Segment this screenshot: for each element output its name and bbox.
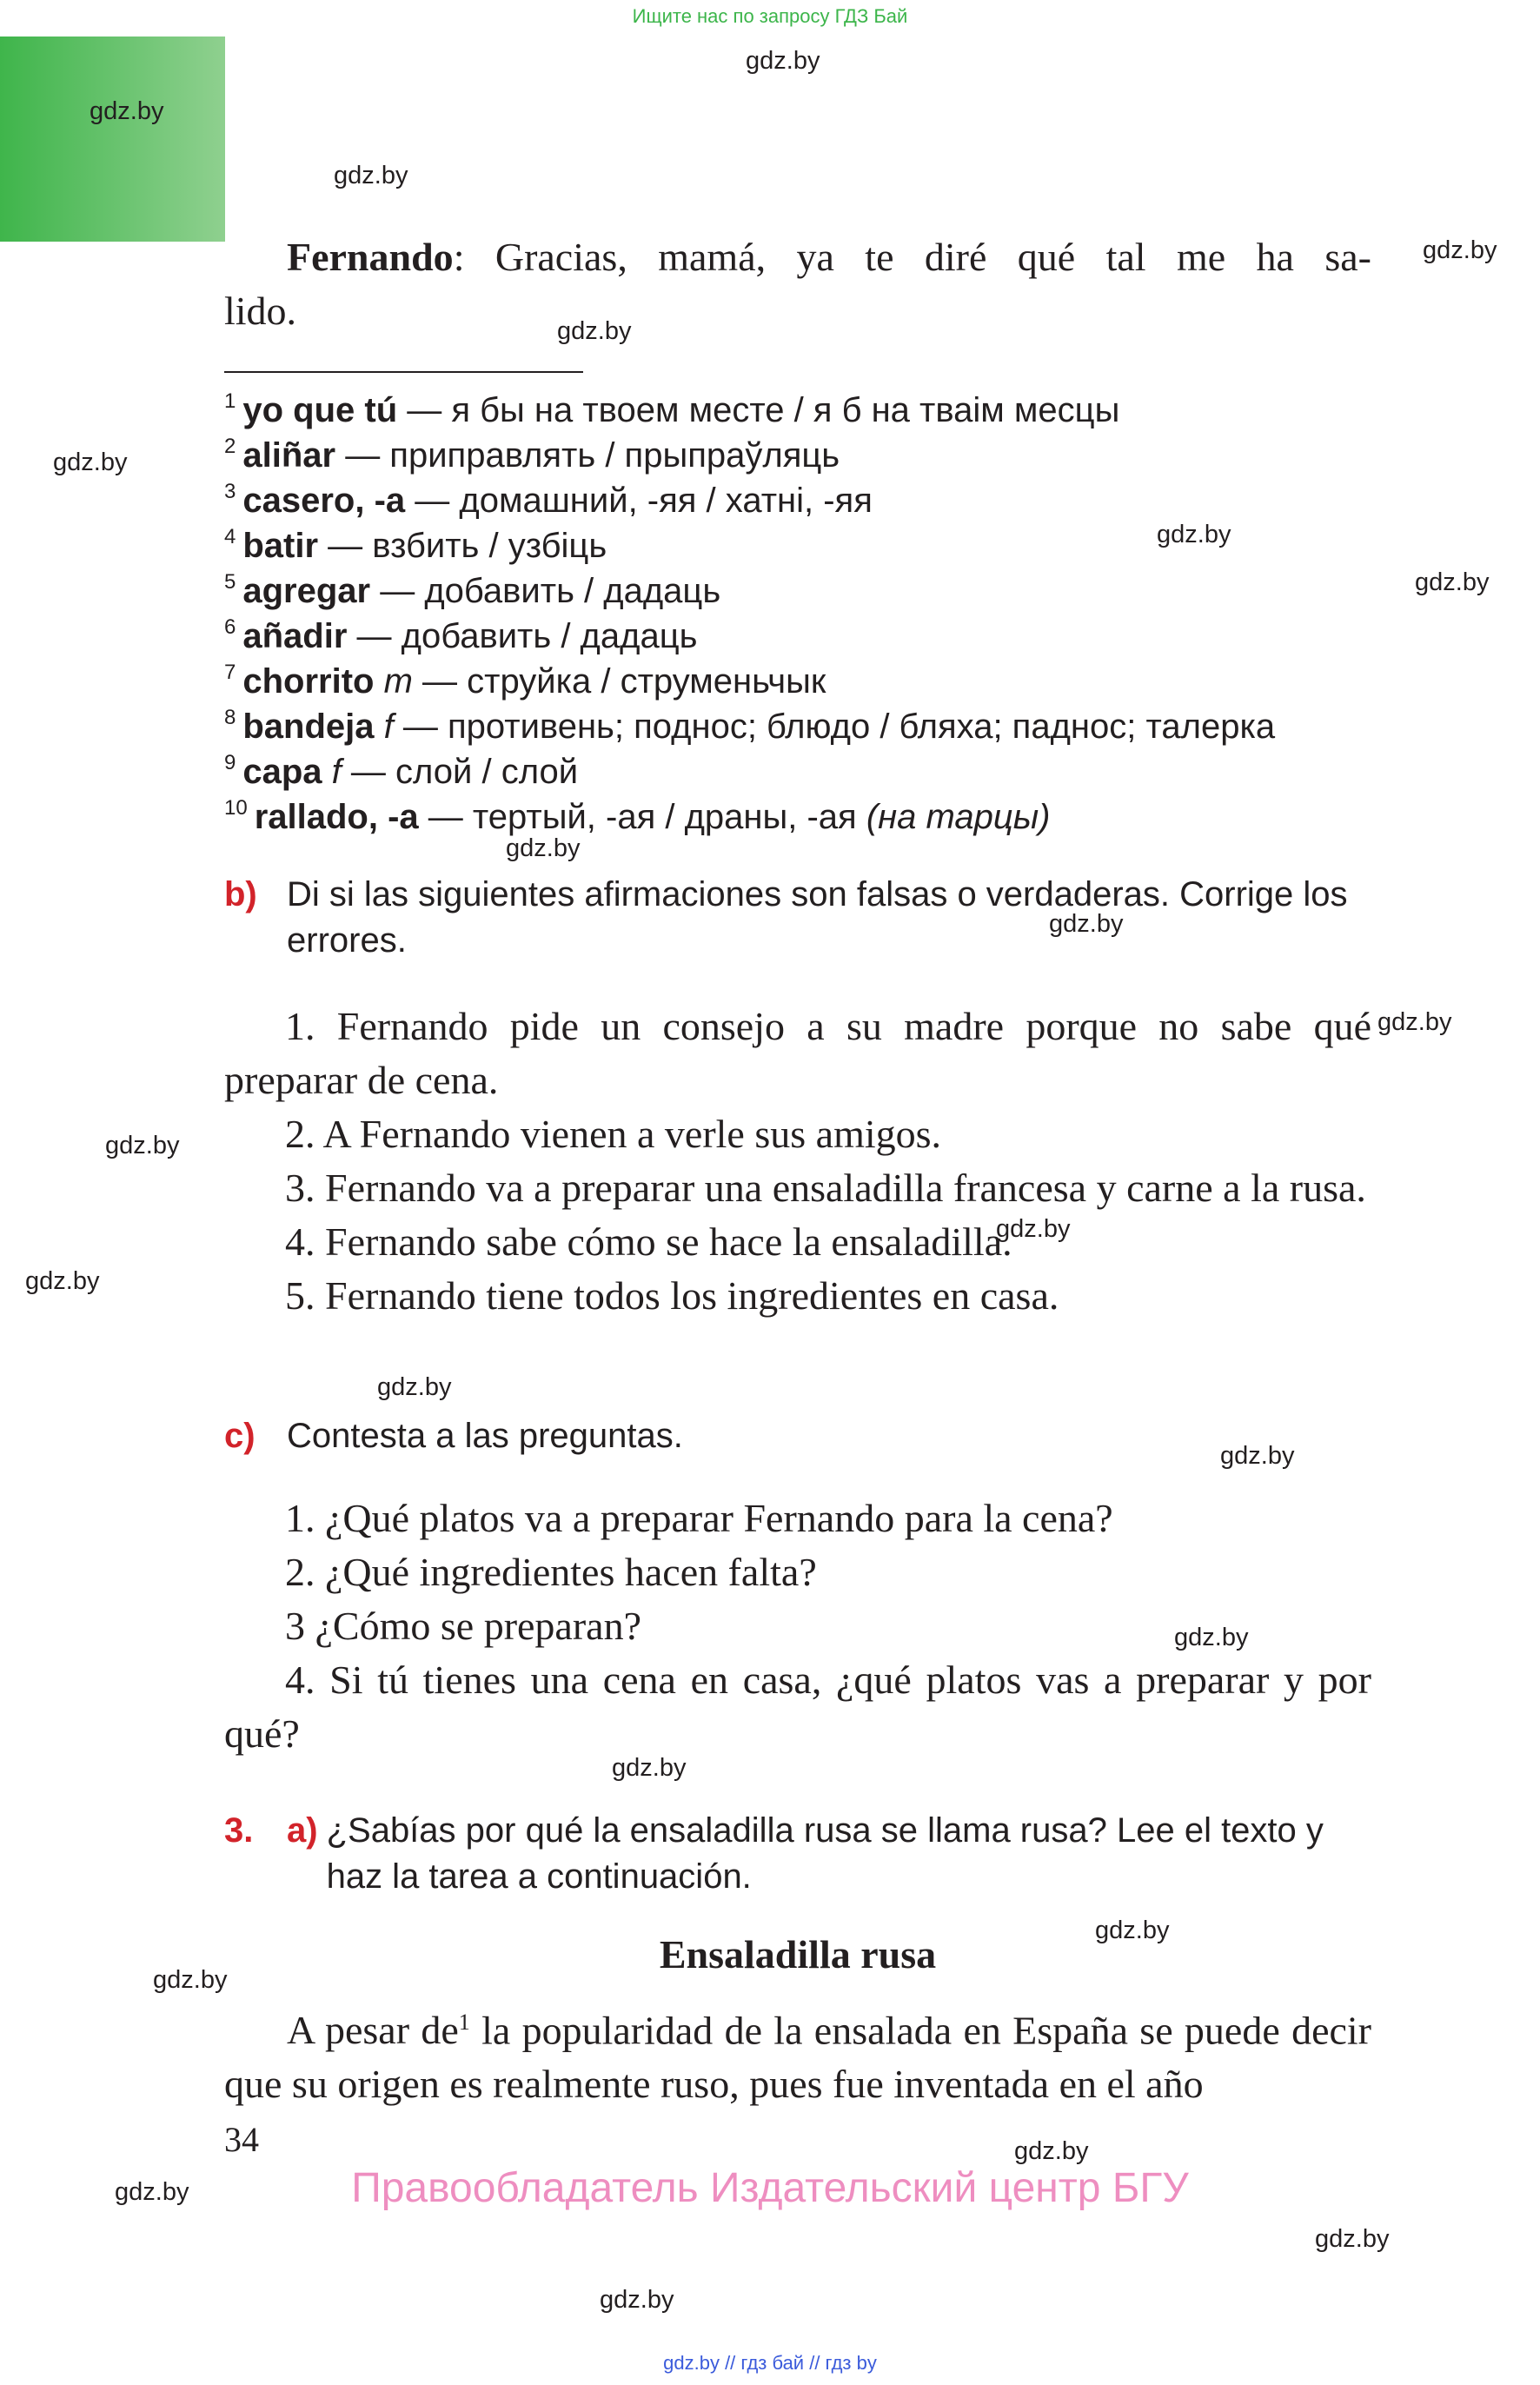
watermark: gdz.by	[1377, 1008, 1452, 1036]
footnote-item: $^7$ chorrito m — струйка / струменьчык	[224, 661, 826, 701]
task-c-questions	[224, 1491, 1371, 1761]
watermark: gdz.by	[996, 1215, 1071, 1243]
reading-title: Ensaladilla rusa	[659, 1932, 937, 1976]
watermark: gdz.by	[377, 1373, 452, 1401]
watermark: gdz.by	[90, 97, 164, 125]
statement-item: 3. Fernando va a preparar una ensaladilla francesa y carne a la rusa.	[285, 1166, 1366, 1210]
statement-item: 4. Fernando sabe cómo se hace la ensaladilla.	[285, 1219, 1012, 1264]
watermark: gdz.by	[1049, 910, 1124, 938]
task-3-label: a)	[287, 1811, 318, 1850]
page-number: 34	[224, 2120, 259, 2159]
footnote-list	[224, 379, 1371, 836]
task-b-instruction: Di si las siguientes afirmaciones son falsas o verdaderas. Corrige los errores.	[287, 875, 1348, 960]
task-3-number: 3.	[224, 1811, 254, 1850]
bottom-links[interactable]: gdz.by // гдз бай // гдз by	[663, 2352, 877, 2374]
question-item: 2. ¿Qué ingredientes hacen falta?	[285, 1550, 817, 1594]
footnote-item: $^3$ casero, -a — домашний, -яя / хатні, -яя	[224, 480, 873, 520]
reading-paragraph	[224, 1996, 1371, 2111]
footnote-item: $^9$ capa f — слой / слой	[224, 751, 579, 791]
footnote-item: $^2$ aliñar — приправлять / прыпраўляць	[224, 435, 840, 475]
watermark: gdz.by	[600, 2286, 674, 2314]
top-banner[interactable]: Ищите нас по запросу ГДЗ Бай	[632, 5, 908, 27]
dialogue-text-cont: lido.	[224, 289, 297, 333]
watermark: gdz.by	[105, 1132, 180, 1159]
task-c	[224, 1413, 1371, 1459]
watermark: gdz.by	[25, 1267, 100, 1295]
footnote-item: $^{10}$ rallado, -a — тертый, -ая / драны, -ая (на тарцы)	[224, 796, 1051, 836]
watermark: gdz.by	[334, 162, 408, 189]
watermark: gdz.by	[1415, 568, 1490, 596]
task-c-instruction: Contesta a las preguntas.	[287, 1417, 683, 1455]
question-item: 1. ¿Qué platos va a preparar Fernando para la cena?	[285, 1496, 1113, 1540]
watermark: gdz.by	[1423, 236, 1497, 264]
watermark: gdz.by	[557, 317, 632, 345]
task-c-label: c)	[224, 1417, 256, 1455]
statement-item: 5. Fernando tiene todos los ingredientes en casa.	[285, 1273, 1059, 1318]
green-corner-block	[0, 37, 225, 242]
watermark: gdz.by	[1315, 2225, 1390, 2253]
watermark: gdz.by	[115, 2178, 189, 2206]
question-item: 3 ¿Cómo se preparan?	[285, 1604, 642, 1648]
reading-text-start: A pesar de	[287, 2008, 459, 2053]
task-b-statements	[224, 1000, 1371, 1323]
watermark: gdz.by	[1095, 1917, 1170, 1944]
watermark: gdz.by	[1220, 1442, 1295, 1470]
dialogue-line	[224, 230, 1371, 338]
footnote-item: $^4$ batir — взбить / узбіць	[224, 525, 607, 565]
copyright-notice: Правообладатель Издательский центр БГУ	[351, 2165, 1189, 2211]
dialogue-text: : Gracias, mamá, ya te diré qué tal me ha sa-	[453, 235, 1371, 279]
watermark: gdz.by	[506, 834, 581, 862]
reading-footnote-ref: 1	[458, 2010, 470, 2035]
task-3-instruction: ¿Sabías por qué la ensaladilla rusa se llama rusa? Lee el texto y haz la tarea a continuación.	[326, 1811, 1324, 1896]
watermark: gdz.by	[1157, 521, 1231, 548]
statement-item: 2. A Fernando vienen a verle sus amigos.	[285, 1112, 942, 1156]
watermark: gdz.by	[746, 47, 820, 75]
question-item: 4. Si tú tienes una cena en casa, ¿qué platos vas a preparar y por qué?	[224, 1658, 1371, 1756]
watermark: gdz.by	[53, 448, 128, 476]
watermark: gdz.by	[612, 1754, 687, 1782]
reading-text: la popularidad de la ensalada en España se puede decir que su origen es realmente ruso, pues fue inventada en el año	[224, 2008, 1371, 2107]
watermark: gdz.by	[153, 1966, 228, 1994]
task-b	[224, 872, 1371, 964]
watermark: gdz.by	[1014, 2137, 1089, 2165]
footnote-item: $^8$ bandeja f — противень; поднос; блюдо / бляха; паднос; талерка	[224, 706, 1276, 746]
task-3	[224, 1808, 1371, 1900]
speaker-name: Fernando	[287, 235, 454, 279]
footnote-item: $^5$ agregar — добавить / дадаць	[224, 570, 721, 610]
watermark: gdz.by	[1174, 1624, 1249, 1651]
footnote-divider	[224, 371, 583, 373]
footnote-item: $^1$ yo que tú — я бы на твоем месте / я б на тваім месцы	[224, 389, 1120, 429]
footnote-item: $^6$ añadir — добавить / дадаць	[224, 615, 698, 655]
task-b-label: b)	[224, 875, 257, 913]
statement-item: 1. Fernando pide un consejo a su madre porque no sabe qué preparar de cena.	[224, 1004, 1371, 1102]
